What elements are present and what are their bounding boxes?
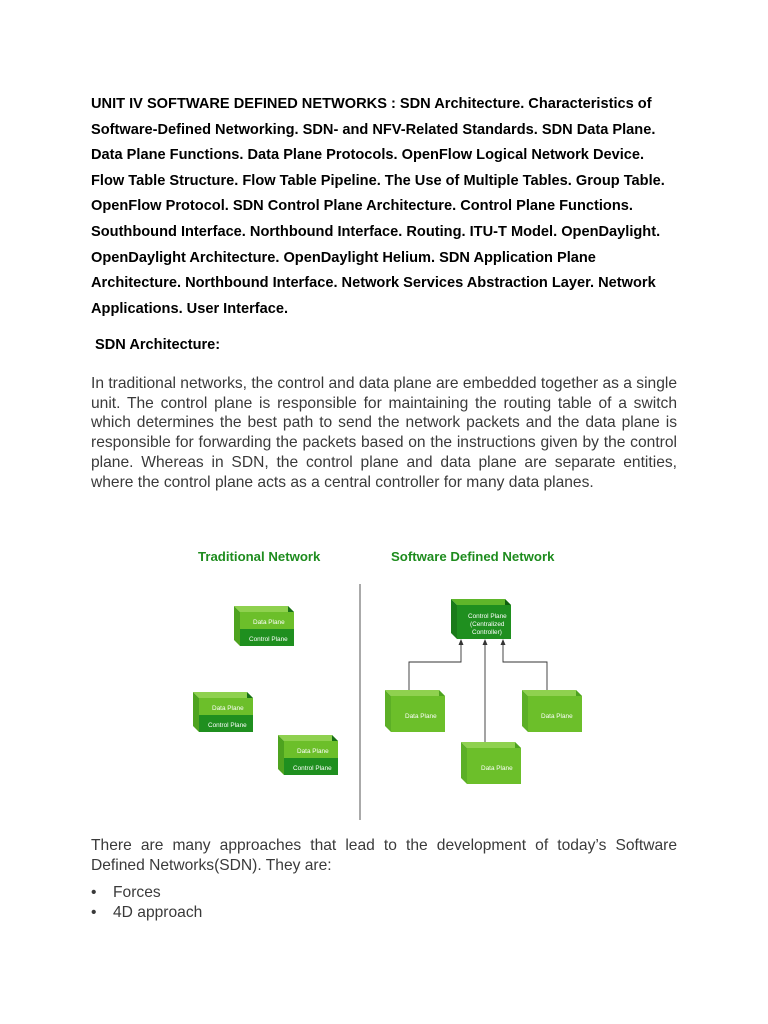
connector-right bbox=[503, 643, 547, 690]
controller-label-line-2: (Centralized bbox=[470, 621, 505, 628]
sdn-data-plane-left bbox=[385, 690, 445, 732]
bullet-icon: • bbox=[91, 884, 97, 901]
traditional-switch-1 bbox=[234, 606, 294, 646]
data-plane-label: Data Plane bbox=[405, 713, 437, 720]
data-plane-label: Data Plane bbox=[253, 619, 285, 626]
data-plane-label: Data Plane bbox=[541, 713, 573, 720]
section-title: SDN Architecture: bbox=[95, 337, 221, 353]
traditional-network-title: Traditional Network bbox=[198, 549, 321, 564]
control-plane-label: Control Plane bbox=[293, 765, 332, 772]
arrowhead-icon bbox=[483, 639, 488, 645]
arrowhead-icon bbox=[501, 639, 506, 645]
bullet-icon: • bbox=[91, 903, 97, 921]
approaches-paragraph: There are many approaches that lead to the development of today’s Software Defined Networks(SDN). They are: bbox=[91, 837, 677, 874]
arrowhead-icon bbox=[459, 639, 464, 645]
connector-left bbox=[409, 643, 461, 690]
list-item-text: 4D approach bbox=[113, 903, 203, 921]
list-item bbox=[91, 883, 202, 903]
body-paragraph: In traditional networks, the control and data plane are embedded together as a single unit. The control plane is responsible for maintaining the routing table of a switch which determines the best path to send the network packets and the data plane is responsible for forwarding the packets based on the instructions given by the control plane. Whereas in SDN, the control plane and data plane are separate entities, where the control plane acts as a central controller for many data planes. bbox=[91, 375, 678, 491]
sdn-data-plane-bottom bbox=[461, 742, 521, 784]
data-plane-label: Data Plane bbox=[297, 748, 329, 755]
sdn-data-plane-right bbox=[522, 690, 582, 732]
control-plane-label: Control Plane bbox=[249, 636, 288, 643]
arrowheads bbox=[459, 639, 506, 645]
controller-label-line-3: Controller) bbox=[472, 629, 502, 636]
control-plane-label: Control Plane bbox=[208, 722, 247, 729]
traditional-switch-3 bbox=[278, 735, 338, 775]
controller-label-line-1: Control Plane bbox=[468, 613, 507, 620]
list-item-text: Forces bbox=[113, 884, 161, 901]
list-item bbox=[91, 903, 202, 923]
sdn-title: Software Defined Network bbox=[391, 549, 555, 564]
traditional-switch-2 bbox=[193, 692, 253, 732]
unit-heading: UNIT IV SOFTWARE DEFINED NETWORKS : SDN Architecture. Characteristics of Software-Defined Networking. SDN- and NFV-Related Standards. SDN Data Plane. Data Plane Functions. Data Plane Protocols. OpenFlow Logical Network Device. Flow Table Structure. Flow Table Pipeline. The Use of Multiple Tables. Group Table. OpenFlow Protocol. SDN Control Plane Architecture. Control Plane Functions. Southbound Interface. Northbound Interface. Routing. ITU-T Model. OpenDaylight. OpenDaylight Architecture. OpenDaylight Helium. SDN Application Plane Architecture. Northbound Interface. Network Services Abstraction Layer. Network Applications. User Interface. bbox=[91, 96, 665, 317]
sdn-controller bbox=[451, 599, 511, 639]
data-plane-label: Data Plane bbox=[212, 705, 244, 712]
data-plane-label: Data Plane bbox=[481, 765, 513, 772]
approaches-list bbox=[91, 883, 202, 923]
